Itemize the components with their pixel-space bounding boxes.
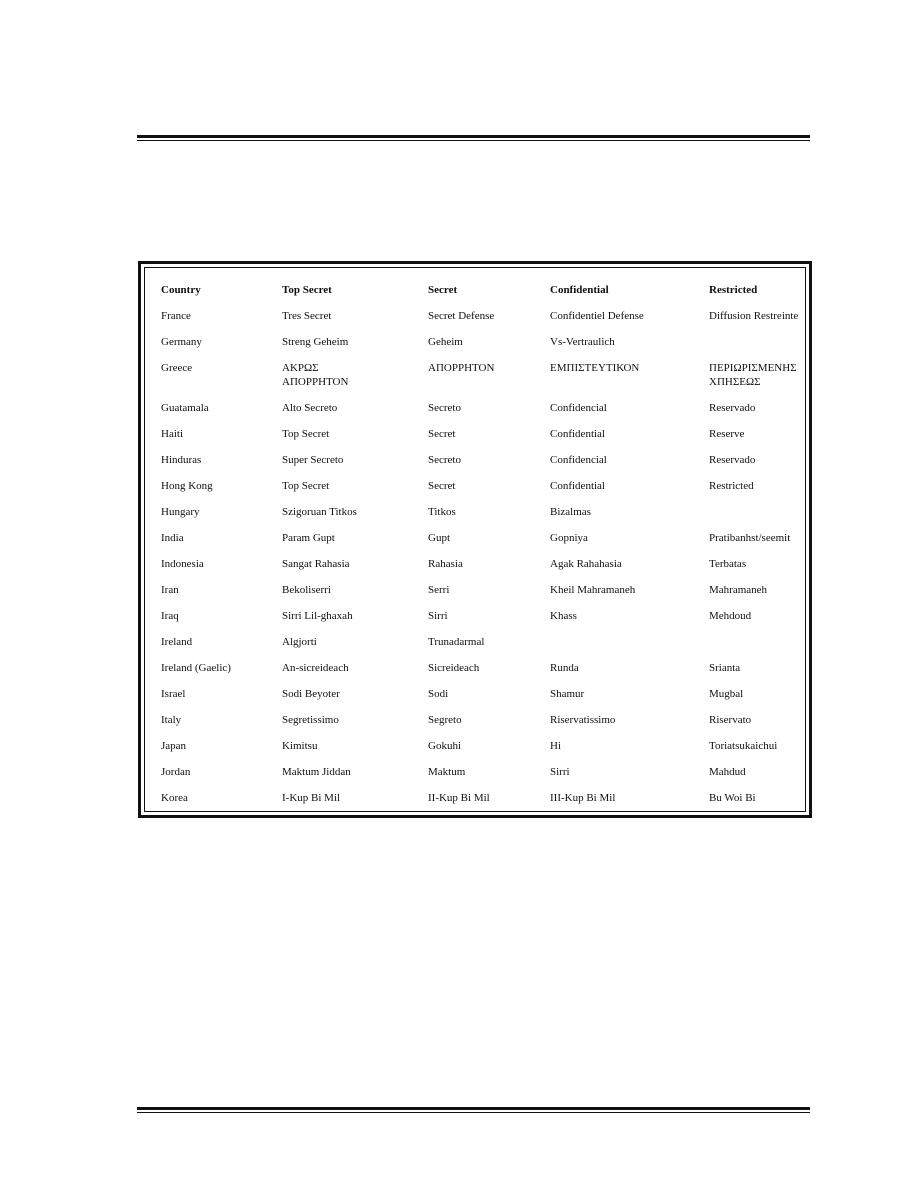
cell-restricted: Riservato xyxy=(709,714,752,726)
cell-secret: Rahasia xyxy=(428,558,463,570)
cell-top-secret: Sangat Rahasia xyxy=(282,558,350,570)
header-confidential: Confidential xyxy=(550,284,609,296)
cell-country: Hungary xyxy=(161,506,200,518)
cell-confidential: ΕΜΠΙΣΤΕΥΤΙΚΟΝ xyxy=(550,362,640,374)
classification-table xyxy=(138,261,812,818)
table-row xyxy=(145,661,805,687)
cell-confidential: Confidencial xyxy=(550,402,607,414)
cell-secret: Secreto xyxy=(428,402,461,414)
table-row xyxy=(145,531,805,557)
cell-restricted: Mugbal xyxy=(709,688,744,700)
cell-confidential: Confidential xyxy=(550,428,605,440)
cell-top-secret: Alto Secreto xyxy=(282,402,338,414)
header-restricted: Restricted xyxy=(709,284,758,296)
cell-restricted: Reservado xyxy=(709,402,756,414)
cell-top-secret: Param Gupt xyxy=(282,532,335,544)
cell-country: Indonesia xyxy=(161,558,204,570)
cell-secret: Maktum xyxy=(428,766,466,778)
cell-country: Haiti xyxy=(161,428,183,440)
table-row xyxy=(145,309,805,335)
table-row xyxy=(145,453,805,479)
cell-top-secret: I-Kup Bi Mil xyxy=(282,792,341,804)
cell-secret: Gupt xyxy=(428,532,450,544)
cell-top-secret: Super Secreto xyxy=(282,454,344,466)
cell-confidential: Confidential xyxy=(550,480,605,492)
cell-country: France xyxy=(161,310,191,322)
cell-confidential: Runda xyxy=(550,662,579,674)
cell-secret: II-Kup Bi Mil xyxy=(428,792,490,804)
cell-secret: ΑΠΟΡΡΗΤΟΝ xyxy=(428,362,495,374)
cell-restricted: Restricted xyxy=(709,480,754,492)
cell-confidential: Confidencial xyxy=(550,454,607,466)
cell-country: Hong Kong xyxy=(161,480,213,492)
header-top-secret: Top Secret xyxy=(282,284,332,296)
table-row xyxy=(145,401,805,427)
cell-country: Greece xyxy=(161,362,193,374)
cell-top-secret: Segretissimo xyxy=(282,714,339,726)
cell-top-secret: Szigoruan Titkos xyxy=(282,506,357,518)
cell-confidential: Sirri xyxy=(550,766,570,778)
cell-secret: Secret xyxy=(428,480,456,492)
cell-restricted: Mahramaneh xyxy=(709,584,768,596)
cell-country: Jordan xyxy=(161,766,191,778)
table-row xyxy=(145,361,805,401)
cell-secret: Sodi xyxy=(428,688,449,700)
cell-country: Iran xyxy=(161,584,179,596)
cell-top-secret: Streng Geheim xyxy=(282,336,349,348)
table-row xyxy=(145,557,805,583)
cell-restricted: Reserve xyxy=(709,428,745,440)
classification-table-inner-border xyxy=(144,267,806,812)
cell-top-secret: Top Secret xyxy=(282,428,330,440)
cell-secret: Segreto xyxy=(428,714,462,726)
cell-top-secret: An-sicreideach xyxy=(282,662,349,674)
table-row xyxy=(145,765,805,791)
cell-secret: Sicreideach xyxy=(428,662,480,674)
table-header-row xyxy=(145,283,805,309)
table-row xyxy=(145,505,805,531)
cell-confidential: Kheil Mahramaneh xyxy=(550,584,636,596)
cell-confidential: Agak Rahahasia xyxy=(550,558,622,570)
cell-top-secret: Algjorti xyxy=(282,636,317,648)
table-row xyxy=(145,583,805,609)
cell-top-secret: Maktum Jiddan xyxy=(282,766,351,778)
cell-restricted: ΠΕΡΙΩΡΙΣΜΕΝΗΣ ΧΠΗΣΕΩΣ xyxy=(709,362,797,388)
cell-country: Ireland (Gaelic) xyxy=(161,662,231,674)
cell-confidential: Vs-Vertraulich xyxy=(550,336,615,348)
table-row xyxy=(145,427,805,453)
cell-secret: Titkos xyxy=(428,506,456,518)
cell-top-secret: ΑΚΡΩΣ ΑΠΟΡΡΗΤΟΝ xyxy=(282,362,349,388)
table-row xyxy=(145,335,805,361)
cell-restricted: Bu Woi Bi xyxy=(709,792,756,804)
cell-confidential: Confidentiel Defense xyxy=(550,310,644,322)
cell-confidential: Riservatissimo xyxy=(550,714,616,726)
cell-country: Guatamala xyxy=(161,402,209,414)
cell-country: Italy xyxy=(161,714,182,726)
cell-country: Korea xyxy=(161,792,188,804)
cell-restricted: Terbatas xyxy=(709,558,747,570)
table-row xyxy=(145,635,805,661)
cell-top-secret: Sodi Beyoter xyxy=(282,688,340,700)
cell-restricted: Srianta xyxy=(709,662,741,674)
cell-country: Japan xyxy=(161,740,187,752)
table-row xyxy=(145,687,805,713)
cell-confidential: Bizalmas xyxy=(550,506,591,518)
cell-restricted: Reservado xyxy=(709,454,756,466)
table-row xyxy=(145,479,805,505)
cell-secret: Gokuhi xyxy=(428,740,461,752)
cell-top-secret: Tres Secret xyxy=(282,310,332,322)
table-row xyxy=(145,713,805,739)
cell-country: Iraq xyxy=(161,610,179,622)
cell-top-secret: Bekoliserri xyxy=(282,584,331,596)
cell-confidential: Hi xyxy=(550,740,561,752)
cell-top-secret: Kimitsu xyxy=(282,740,318,752)
table-row xyxy=(145,791,805,817)
cell-secret: Trunadarmal xyxy=(428,636,485,648)
cell-restricted: Mehdoud xyxy=(709,610,752,622)
footer-rule xyxy=(137,1107,810,1113)
header-secret: Secret xyxy=(428,284,458,296)
cell-secret: Sirri xyxy=(428,610,448,622)
cell-restricted: Pratibanhst/seemit xyxy=(709,532,791,544)
cell-secret: Secreto xyxy=(428,454,461,466)
cell-confidential: Gopniya xyxy=(550,532,588,544)
cell-secret: Serri xyxy=(428,584,450,596)
cell-country: Israel xyxy=(161,688,186,700)
cell-restricted: Diffusion Restreinte xyxy=(709,310,799,322)
table-row xyxy=(145,609,805,635)
cell-confidential: Shamur xyxy=(550,688,585,700)
cell-country: Germany xyxy=(161,336,202,348)
cell-country: Hinduras xyxy=(161,454,202,466)
cell-restricted: Toriatsukaichui xyxy=(709,740,778,752)
cell-secret: Secret Defense xyxy=(428,310,495,322)
header-country: Country xyxy=(161,284,201,296)
cell-secret: Secret xyxy=(428,428,456,440)
header-rule xyxy=(137,135,810,141)
cell-country: India xyxy=(161,532,184,544)
cell-top-secret: Sirri Lil-ghaxah xyxy=(282,610,353,622)
cell-confidential: Khass xyxy=(550,610,577,622)
cell-secret: Geheim xyxy=(428,336,463,348)
cell-restricted: Mahdud xyxy=(709,766,746,778)
table-row xyxy=(145,739,805,765)
cell-country: Ireland xyxy=(161,636,193,648)
cell-confidential: III-Kup Bi Mil xyxy=(550,792,616,804)
cell-top-secret: Top Secret xyxy=(282,480,330,492)
